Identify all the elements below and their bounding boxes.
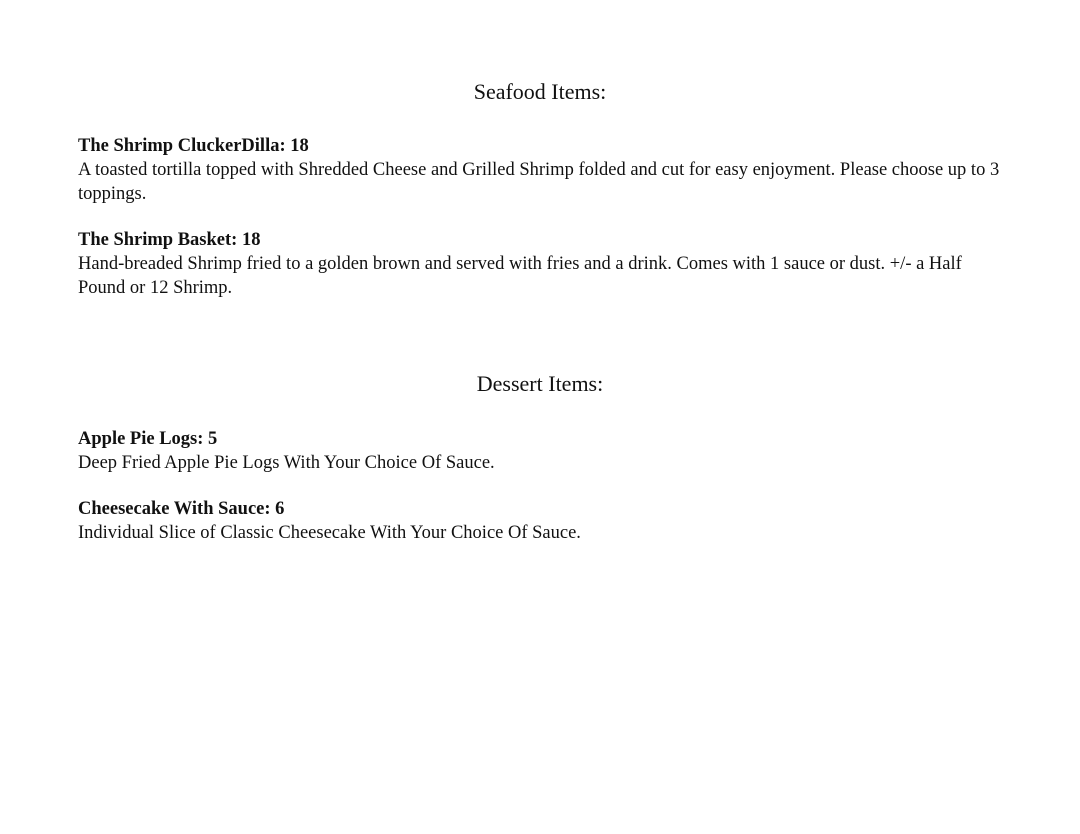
menu-item-description: Individual Slice of Classic Cheesecake With Your Choice Of Sauce. — [78, 523, 581, 543]
menu-item-title: The Shrimp CluckerDilla: 18 — [78, 136, 309, 156]
menu-item-description: A toasted tortilla topped with Shredded Cheese and Grilled Shrimp folded and cut for easy enjoyment. Please choose up to 3 toppings. — [78, 160, 1000, 204]
dessert-section-heading: Dessert Items: — [476, 371, 604, 396]
menu-item-description: Hand-breaded Shrimp fried to a golden brown and served with fries and a drink. Comes with 1 sauce or dust. +/- a Half Pound or 12 Shrimp. — [78, 254, 962, 298]
menu-item-cheesecake — [78, 497, 1008, 545]
menu-item-description: Deep Fried Apple Pie Logs With Your Choice Of Sauce. — [78, 453, 495, 473]
menu-item-shrimp-basket — [78, 228, 1008, 300]
menu-item-apple-pie-logs — [78, 427, 1008, 475]
menu-item-title: Cheesecake With Sauce: 6 — [78, 499, 285, 519]
menu-item-shrimp-cluckerdilla — [78, 134, 1008, 206]
seafood-section-heading: Seafood Items: — [473, 79, 607, 104]
menu-item-title: The Shrimp Basket: 18 — [78, 230, 261, 250]
menu-item-title: Apple Pie Logs: 5 — [78, 429, 218, 449]
